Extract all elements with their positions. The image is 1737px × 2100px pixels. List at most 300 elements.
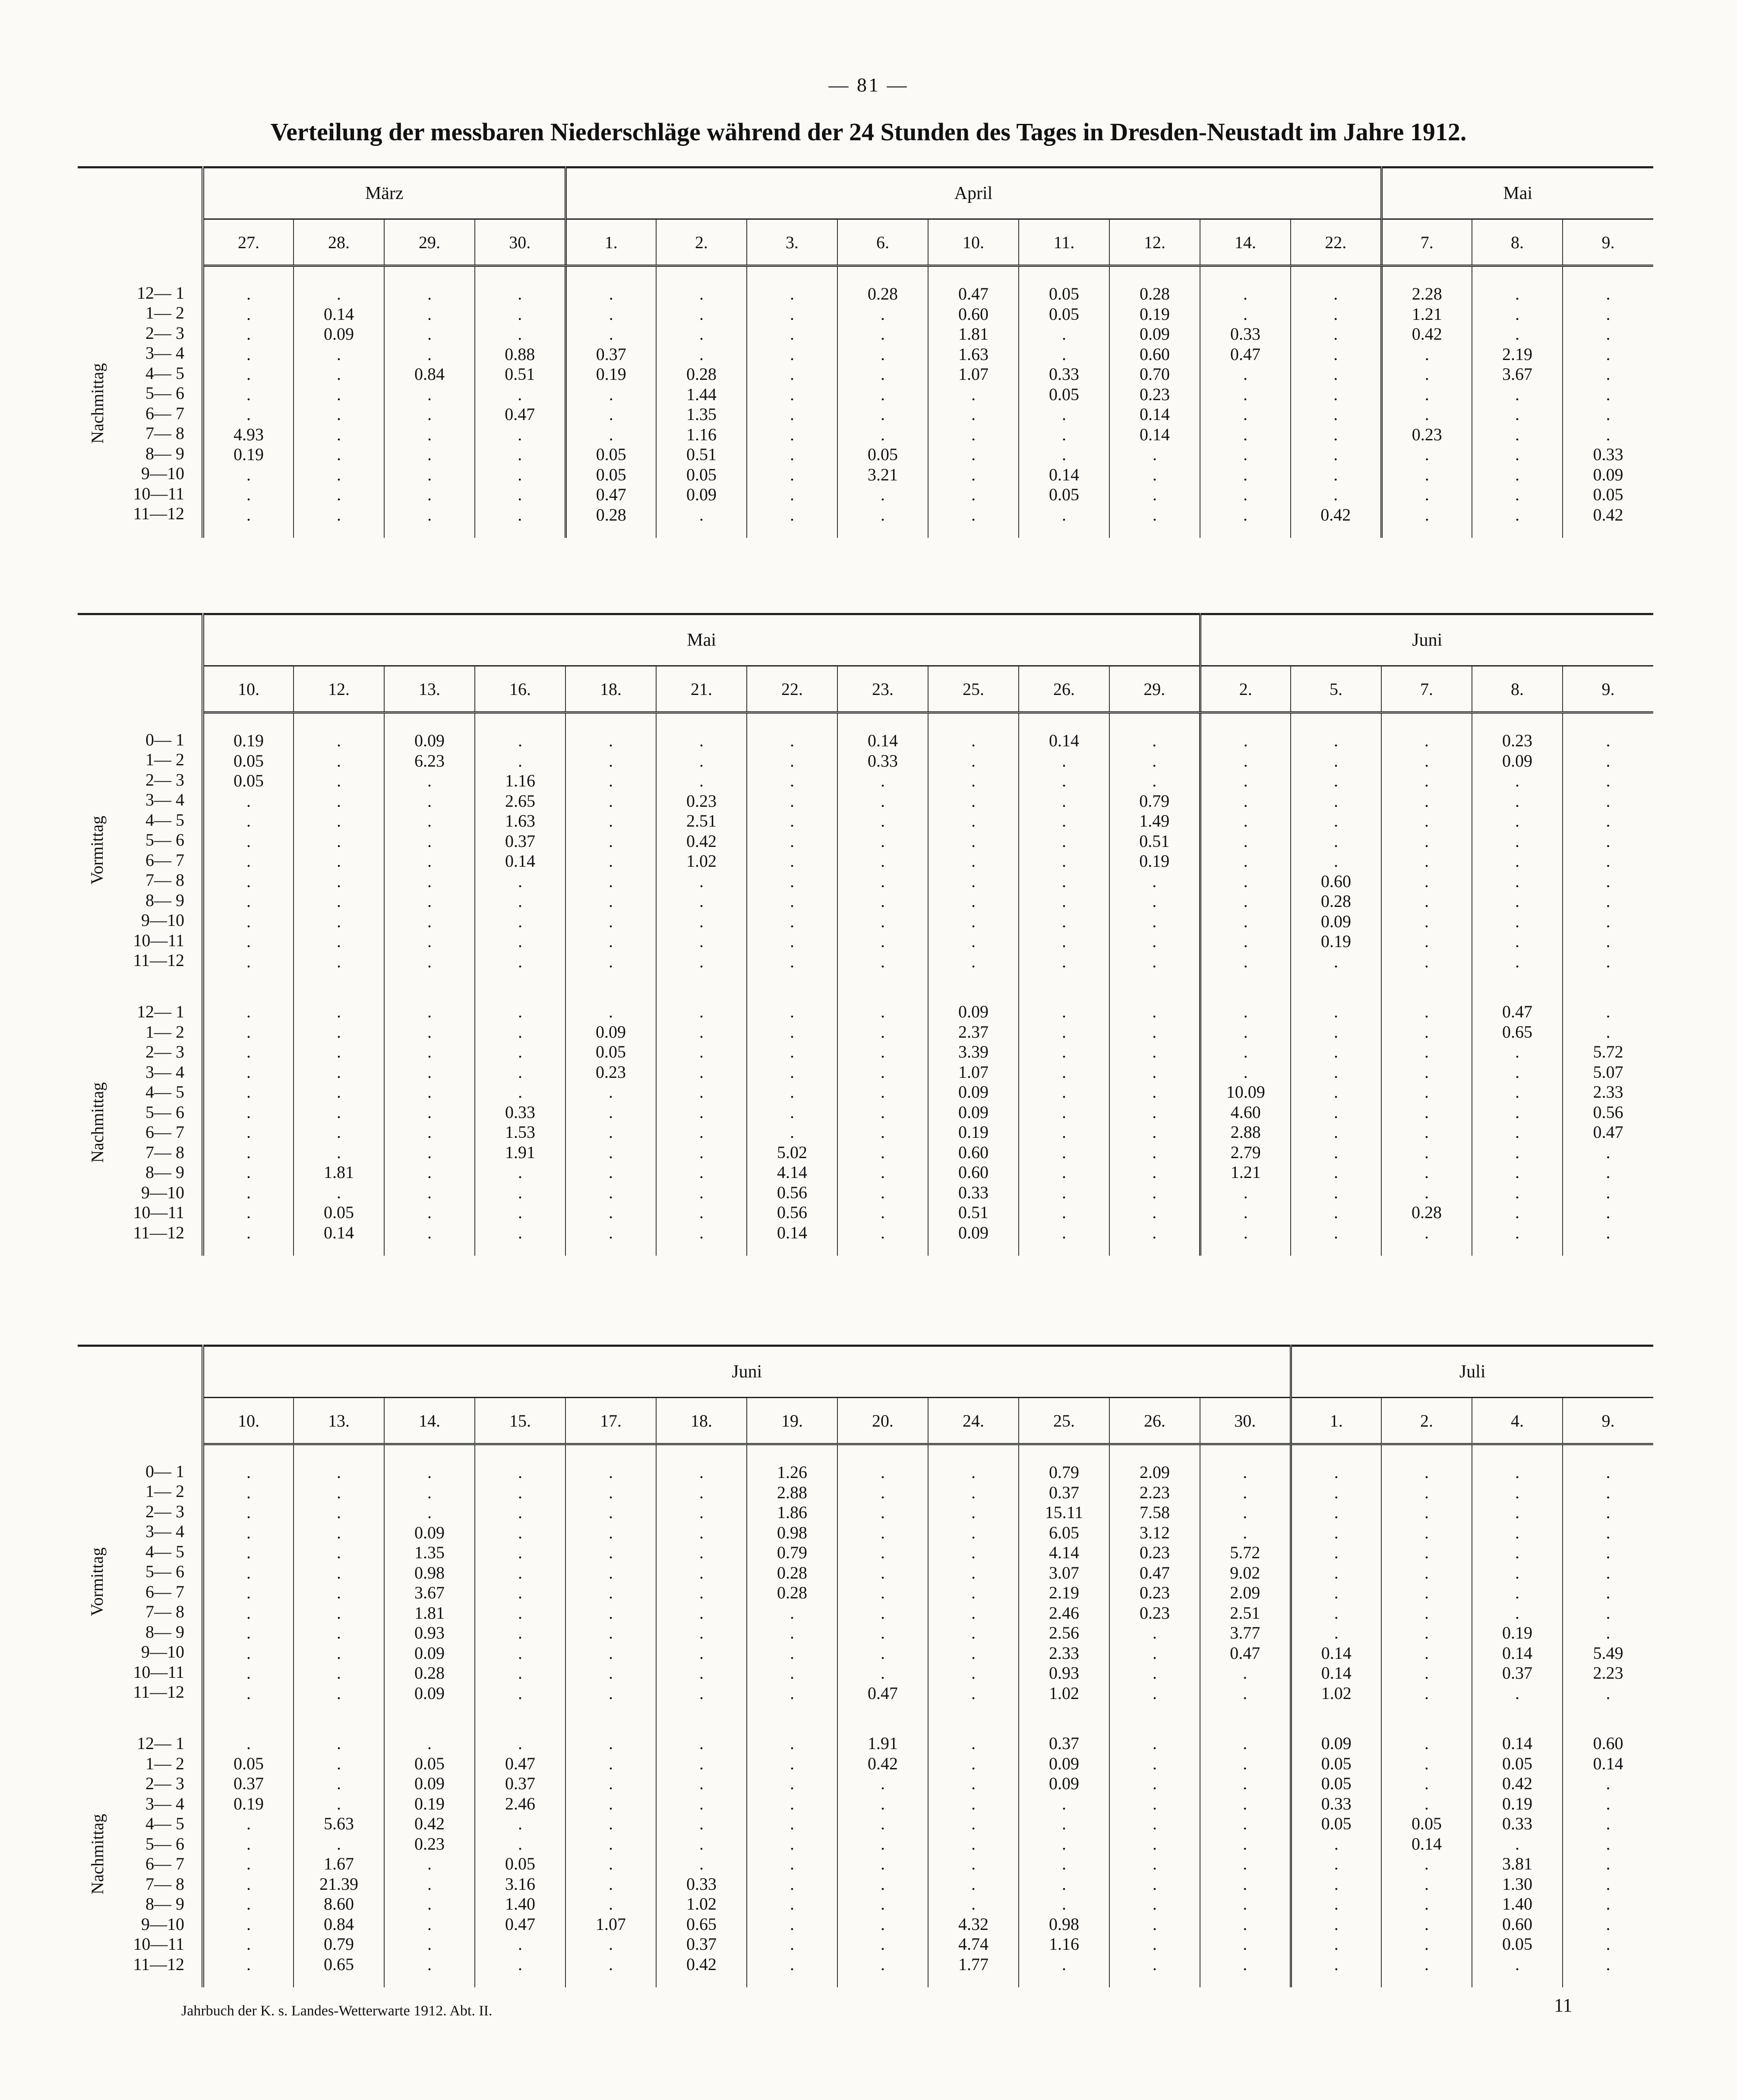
day-column [928,985,1019,1256]
precip-value: . [337,1753,341,1773]
precip-value: . [427,1482,432,1502]
precip-value: 0.05 [234,771,264,790]
precip-value: . [337,1583,341,1602]
section-label: Vormittag [87,1547,107,1617]
precip-value: 1.02 [1049,1683,1079,1703]
precip-value: . [1606,1954,1611,1974]
day-column [475,985,565,1256]
precip-value: 3.12 [1140,1522,1170,1542]
precip-value: . [881,1082,885,1102]
precip-value: . [881,1834,885,1854]
precip-value: . [1424,811,1429,831]
precip-value: . [609,771,613,790]
precip-value: . [881,791,885,811]
precip-value: 0.33 [686,1874,717,1894]
precip-value: . [337,1603,341,1623]
precip-value: . [1424,771,1429,790]
precip-value: . [246,1543,251,1562]
precip-value: . [971,1503,976,1522]
day-header: 20. [837,1398,928,1444]
precip-value: . [1606,404,1611,424]
precip-value: 0.37 [234,1774,264,1793]
precip-value: 4.14 [777,1162,807,1182]
precip-value: . [1062,344,1066,364]
month-header: Juni [1200,614,1653,666]
precip-value: 1.21 [1412,304,1442,324]
precip-value: . [246,1522,251,1542]
precip-value: . [246,1022,251,1042]
precip-value: 2.09 [1140,1462,1170,1482]
precip-value: 0.79 [324,1934,354,1954]
precip-value: 0.37 [1502,1663,1532,1683]
precip-value: . [699,932,704,951]
day-column [928,713,1019,985]
precip-value: . [790,445,794,464]
precip-value: . [246,1603,251,1623]
precip-value: . [881,1042,885,1061]
hour-label: 4— 5 [145,363,184,383]
precip-value: . [1243,1462,1247,1482]
day-column [1472,1444,1563,1717]
precip-value: 0.05 [234,1753,264,1773]
precip-value: 0.09 [1502,751,1532,771]
precip-value: . [790,1874,794,1894]
precip-value: . [246,384,251,404]
day-column [1563,713,1653,985]
precip-value: 3.07 [1049,1563,1079,1582]
precip-value: 0.14 [1321,1663,1352,1683]
precip-value: . [971,1563,976,1582]
precip-value: . [518,1603,522,1623]
precip-value: . [1153,1834,1157,1854]
precip-value: 0.19 [1502,1794,1532,1813]
precip-value: 9.02 [1230,1563,1260,1582]
precip-value: . [246,1482,251,1502]
precip-value: . [1334,731,1338,750]
precip-value: 0.09 [414,1683,445,1703]
precip-value: . [337,445,341,464]
precip-value: . [699,1162,704,1182]
precip-value: . [1424,851,1429,871]
precip-value: . [699,324,704,344]
precip-value: . [518,871,522,891]
day-column [384,266,475,538]
precip-value: . [337,1543,341,1562]
section-label: Nachmittag [87,1082,107,1163]
precip-value: . [971,1603,976,1623]
precip-value: . [790,751,794,771]
precip-value: . [1334,1062,1338,1082]
precip-value: 0.33 [868,751,898,771]
precip-value: . [609,1794,613,1813]
precip-value: . [246,1042,251,1061]
precip-value: 0.60 [958,1142,989,1162]
hour-label: 12— 1 [137,1002,184,1021]
precip-value: . [1606,1522,1611,1542]
precip-value: . [1243,485,1247,504]
precip-value: . [609,1854,613,1873]
precip-value: 0.42 [686,831,717,851]
precip-value: . [1515,891,1519,911]
precip-value: . [518,1583,522,1602]
day-column [656,985,747,1256]
precip-value: 1.91 [505,1142,535,1162]
day-header: 13. [294,1398,384,1444]
day-column [656,1716,747,1987]
precip-value: . [1243,1522,1247,1542]
precip-value: . [1424,364,1429,384]
precip-value: . [971,1643,976,1663]
hour-label: 7— 8 [145,1874,184,1894]
precip-value: . [790,932,794,951]
precip-value: . [1334,851,1338,871]
hour-label: 11—12 [133,951,184,970]
precip-value: . [699,1753,704,1773]
precip-value: . [1515,384,1519,404]
precip-value: . [881,1774,885,1793]
precip-value: . [337,284,341,303]
day-column [1200,713,1291,985]
precip-value: 0.79 [777,1543,807,1562]
day-header: 14. [384,1398,475,1444]
day-header: 1. [565,219,656,266]
precip-value: . [427,384,432,404]
precip-value: . [699,1583,704,1602]
precip-value: . [790,364,794,384]
precip-value: . [518,932,522,951]
precip-value: . [971,731,976,750]
precip-value: . [1515,932,1519,951]
day-header: 2. [1200,666,1291,713]
precip-value: 0.14 [1593,1753,1623,1773]
precip-value: . [1062,951,1066,971]
precip-value: . [790,1734,794,1753]
precip-value: . [246,851,251,871]
precip-value: . [518,1734,522,1753]
precip-value: . [337,791,341,811]
day-header: 11. [1019,219,1109,266]
precip-value: . [246,324,251,344]
precip-value: 0.05 [1502,1753,1532,1773]
precip-value: 0.28 [686,364,717,384]
precip-value: . [1424,1062,1429,1082]
precip-value: . [699,1462,704,1482]
day-column [747,985,837,1256]
precip-value: . [790,1753,794,1773]
precip-value: . [881,505,885,524]
precip-value: . [1334,1022,1338,1042]
precip-value: . [1062,1122,1066,1142]
precip-value: . [1152,1102,1157,1122]
precip-value: . [337,485,341,504]
precip-value: . [699,1794,704,1813]
precip-value: 0.14 [324,304,354,324]
precip-value: 3.16 [505,1874,535,1894]
precip-value: . [881,344,885,364]
precip-value: . [609,1082,613,1102]
precip-value: . [1243,1683,1247,1703]
precip-value: . [609,1182,613,1202]
precip-value: . [1515,324,1519,344]
day-header: 14. [1200,219,1291,266]
precip-value: . [1152,932,1157,951]
day-column [1019,713,1109,985]
precip-value: . [246,485,251,504]
precip-value: 0.28 [414,1663,445,1683]
precip-value: . [790,1122,794,1142]
precip-value: . [1152,1082,1157,1102]
precip-value: . [1424,1794,1429,1813]
hour-label: 2— 3 [145,1774,184,1793]
precip-value: . [427,424,432,444]
precip-value: . [971,485,976,504]
precip-value: 0.65 [324,1954,354,1974]
precip-value: 3.67 [414,1583,445,1602]
precip-value: 0.33 [1230,324,1260,344]
precip-value: . [1424,1462,1429,1482]
precip-value: . [1243,1894,1247,1914]
precip-value: 2.33 [1593,1082,1623,1102]
precipitation-table [78,166,1653,538]
precip-value: . [1153,1814,1157,1833]
precip-value: . [427,1934,432,1954]
precip-value: . [609,871,613,891]
precip-value: . [1243,1022,1248,1042]
footer-citation: Jahrbuch der K. s. Landes-Wetterwarte 1912. Abt. II. [181,2003,493,2019]
precip-value: 0.23 [1140,1543,1170,1562]
precip-value: 0.84 [414,364,445,384]
precip-value: . [699,1663,704,1683]
precip-value: . [609,1222,613,1242]
precip-value: . [246,951,251,971]
precip-value: . [427,505,432,524]
precip-value: . [337,1623,341,1642]
precip-value: 0.05 [596,464,626,484]
precip-value: . [881,831,885,851]
precip-value: . [1606,1002,1611,1021]
precip-value: . [427,1162,432,1182]
precip-value: . [971,1874,976,1894]
hour-label: 10—11 [133,930,184,950]
precip-value: . [971,1663,976,1683]
precip-value: . [246,1583,251,1602]
day-column [475,1444,565,1717]
precip-value: . [1515,505,1519,524]
precip-value: . [1062,791,1066,811]
precip-value: 0.37 [505,1774,535,1793]
hour-label: 9—10 [141,1642,184,1661]
precip-value: . [881,364,885,384]
precip-value: . [1515,1122,1519,1142]
precip-value: . [1424,1603,1429,1623]
precip-value: . [337,1462,341,1482]
precip-value: . [881,1222,885,1242]
precip-value: . [337,951,341,971]
precip-value: 1.40 [505,1894,535,1914]
precip-value: . [1424,1022,1429,1042]
precip-value: . [1243,871,1248,891]
precip-value: 0.37 [686,1934,717,1954]
precip-value: . [881,911,885,931]
precip-value: . [518,1162,522,1182]
precip-value: . [246,404,251,424]
hour-labels-nachmittag [78,266,203,538]
precip-value: . [1334,1603,1339,1623]
precip-value: 0.33 [1049,364,1079,384]
precip-value: . [337,404,341,424]
precip-value: . [1424,1543,1429,1562]
precip-value: . [1334,1894,1339,1914]
precip-value: . [246,1563,251,1582]
precip-value: . [609,404,613,424]
precip-value: . [881,1874,885,1894]
precip-value: . [246,932,251,951]
precip-value: . [609,1603,613,1623]
precip-value: . [699,304,704,324]
precip-value: 0.23 [596,1062,626,1082]
precip-value: . [881,1203,885,1222]
precip-value: . [1515,1142,1519,1162]
precip-value: . [881,1814,885,1833]
day-column [384,985,475,1256]
precip-value: . [1334,1934,1339,1954]
day-header: 21. [656,666,747,713]
day-column [1291,1716,1381,1987]
day-column [837,266,928,538]
precip-value: . [518,1203,522,1222]
precip-value: . [1334,1162,1338,1182]
precip-value: . [881,1162,885,1182]
precip-value: 1.63 [505,811,535,831]
precip-value: . [1515,831,1519,851]
precip-value: 1.02 [686,1894,717,1914]
day-column [837,1444,928,1717]
precip-value: 0.60 [958,304,989,324]
precip-value: . [1515,1462,1519,1482]
precip-value: 0.09 [1321,911,1351,931]
precip-value: . [246,304,251,324]
precip-value: . [1606,771,1611,790]
precip-value: . [1243,1794,1247,1813]
precip-value: . [427,1734,432,1753]
precip-value: . [1062,1222,1066,1242]
precip-value: . [699,1482,704,1502]
precip-value: . [1424,791,1429,811]
precip-value: 0.56 [777,1182,807,1202]
precip-value: 1.81 [958,324,989,344]
precip-value: . [427,1874,432,1894]
hour-label: 8— 9 [145,443,184,463]
precip-value: 15.11 [1045,1503,1083,1522]
precip-value: . [246,1102,251,1122]
precip-value: . [1424,485,1429,504]
precip-value: . [1606,1203,1611,1222]
day-header: 1. [1291,1398,1381,1444]
precip-value: . [1515,1162,1519,1182]
day-column [1381,1444,1472,1717]
precip-value: . [1424,1142,1429,1162]
day-header: 10. [203,1398,294,1444]
day-column [294,1444,384,1717]
precip-value: . [971,851,976,871]
hour-label: 0— 1 [145,1461,184,1481]
day-column [1381,713,1472,985]
precip-value: . [881,1894,885,1914]
day-column [837,985,928,1256]
precip-value: . [971,1522,976,1542]
precip-value: 0.19 [414,1794,445,1813]
precip-value: . [881,1462,885,1482]
precip-value: . [609,1954,613,1974]
precip-value: 0.84 [324,1914,354,1934]
day-column [565,985,656,1256]
precip-value: 0.05 [1502,1934,1532,1954]
hour-label: 9—10 [141,464,184,483]
precip-value: . [1606,1182,1611,1202]
precip-value: . [790,1663,794,1683]
day-column [1109,713,1200,985]
precip-value: . [427,851,432,871]
day-header: 25. [928,666,1019,713]
precip-value: 0.47 [505,1914,535,1934]
precip-value: 1.07 [958,364,989,384]
precip-value: . [609,951,613,971]
precip-value: . [699,1022,704,1042]
day-column [656,713,747,985]
precip-value: . [609,1663,613,1683]
precip-value: . [699,1834,704,1854]
precip-value: . [337,731,341,750]
precip-value: 0.47 [1593,1122,1623,1142]
precip-value: . [1515,771,1519,790]
precip-value: . [1334,791,1338,811]
precip-value: . [1334,1482,1339,1502]
hour-label: 11—12 [133,1954,184,1974]
precip-value: . [1153,1734,1157,1753]
day-column [656,1444,747,1717]
hour-labels-vormittag [78,713,203,985]
precip-value: 0.09 [958,1102,989,1122]
precip-value: . [518,1522,522,1542]
precip-value: 0.37 [1049,1482,1079,1502]
precip-value: . [881,324,885,344]
precip-value: . [609,891,613,911]
precip-value: . [1334,1102,1338,1122]
precip-value: 0.14 [1502,1643,1532,1663]
precip-value: . [881,1122,885,1142]
precip-value: . [881,951,885,971]
precip-value: . [1334,1874,1339,1894]
precip-value: 0.09 [686,485,717,504]
precip-value: . [1606,1623,1611,1642]
precip-value: 0.05 [414,1753,445,1773]
precip-value: . [1424,1774,1429,1793]
precip-value: . [518,1643,522,1663]
precip-value: . [1243,1914,1247,1934]
day-column [1563,985,1653,1256]
precip-value: 0.09 [1140,324,1170,344]
hour-label: 3— 4 [145,1062,184,1082]
precip-value: 1.35 [414,1543,445,1562]
hour-label: 5— 6 [145,383,184,403]
precip-value: . [427,464,432,484]
hour-label: 5— 6 [145,830,184,849]
precip-value: . [337,891,341,911]
precip-value: 0.23 [1140,1583,1170,1602]
precip-value: . [971,911,976,931]
precip-value: 0.14 [1412,1834,1442,1854]
precip-value: . [427,1002,432,1021]
